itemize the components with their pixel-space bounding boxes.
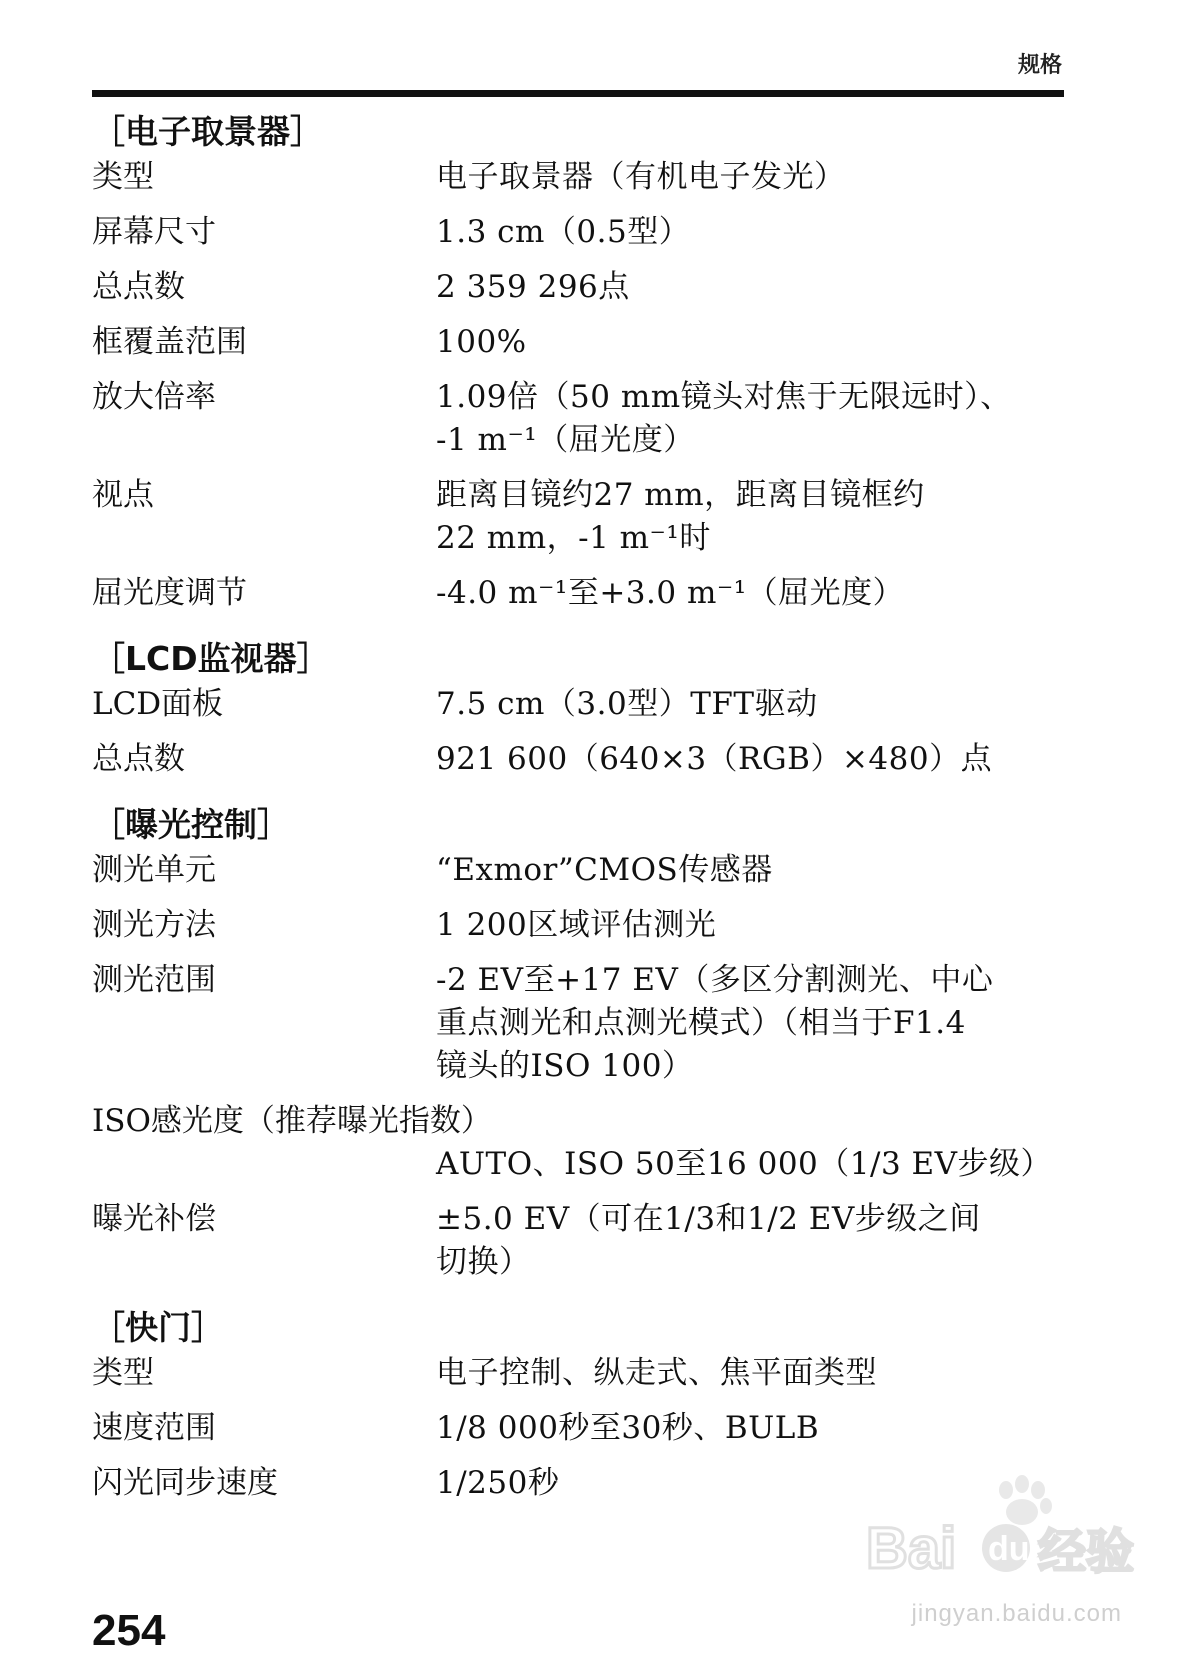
spec-value: “Exmor”CMOS传感器 (436, 852, 773, 888)
spec-row (92, 211, 1082, 254)
spec-value: AUTO、ISO 50至16 000（1/3 EV步级） (436, 1146, 1053, 1182)
spec-row (92, 738, 1082, 781)
spec-content (92, 108, 1082, 1505)
spec-row (92, 849, 1082, 892)
section-title: ［快门］ (92, 1308, 224, 1347)
svg-text:du: du (988, 1530, 1030, 1568)
spec-label: 测光单元 (92, 852, 216, 888)
spec-row (92, 321, 1082, 364)
svg-text:经验: 经验 (1038, 1524, 1135, 1580)
spec-row (92, 1198, 1082, 1284)
spec-value: 100% (436, 324, 527, 360)
spec-value: ±5.0 EV（可在1/3和1/2 EV步级之间 切换） (436, 1201, 981, 1280)
spec-row (92, 1100, 1082, 1186)
spec-row (92, 266, 1082, 309)
section-lcd-monitor (92, 635, 1082, 781)
spec-label: 曝光补偿 (92, 1201, 216, 1237)
spec-value: 1 200区域评估测光 (436, 907, 717, 943)
spec-row (92, 156, 1082, 199)
spec-row (92, 474, 1082, 560)
spec-label: 框覆盖范围 (92, 324, 247, 360)
running-header: 规格 (1017, 53, 1062, 78)
watermark-url: jingyan.baidu.com (911, 1600, 1122, 1627)
section-exposure-control (92, 801, 1082, 1284)
spec-row (92, 904, 1082, 947)
spec-label: LCD面板 (92, 686, 224, 722)
spec-label: 类型 (92, 1355, 154, 1391)
paw-icon (999, 1475, 1052, 1525)
spec-label: 总点数 (92, 269, 185, 305)
spec-label: 测光范围 (92, 962, 216, 998)
spec-label: 视点 (92, 477, 154, 513)
spec-value: 921 600（640×3（RGB）×480）点 (436, 741, 993, 777)
header-rule (92, 90, 1064, 97)
spec-label: 屏幕尺寸 (92, 214, 216, 250)
section-title: ［曝光控制］ (92, 805, 290, 844)
spec-row (92, 959, 1082, 1088)
spec-value: 电子控制、纵走式、焦平面类型 (436, 1355, 877, 1391)
page-number: 254 (92, 1606, 166, 1655)
spec-value: 1/8 000秒至30秒、BULB (436, 1410, 820, 1446)
spec-label: 测光方法 (92, 907, 216, 943)
spec-label: 屈光度调节 (92, 575, 247, 611)
spec-value: 1.09倍（50 mm镜头对焦于无限远时）、 -1 m⁻¹（屈光度） (436, 379, 1012, 458)
baidu-jingyan-watermark-logo (856, 1460, 1156, 1600)
section-electronic-viewfinder (92, 108, 1082, 615)
spec-row (92, 683, 1082, 726)
spec-value: 1/250秒 (436, 1465, 560, 1501)
spec-label: 闪光同步速度 (92, 1465, 278, 1501)
spec-label: 速度范围 (92, 1410, 216, 1446)
spec-label: 类型 (92, 159, 154, 195)
spec-row (92, 376, 1082, 462)
spec-value: 2 359 296点 (436, 269, 630, 305)
spec-value: 1.3 cm（0.5型） (436, 214, 691, 250)
spec-value: 距离目镜约27 mm，距离目镜框约 22 mm，-1 m⁻¹时 (436, 477, 925, 556)
spec-value: -2 EV至+17 EV（多区分割测光、中心 重点测光和点测光模式）（相当于F1.4 镜头的ISO 100） (436, 962, 994, 1084)
svg-text:Bai: Bai (866, 1516, 957, 1581)
section-title: ［电子取景器］ (92, 112, 323, 151)
spec-row (92, 1407, 1082, 1450)
spec-row (92, 572, 1082, 615)
spec-value: 7.5 cm（3.0型）TFT驱动 (436, 686, 818, 722)
section-title: ［LCD监视器］ (92, 639, 330, 678)
spec-row (92, 1352, 1082, 1395)
spec-label: ISO感光度（推荐曝光指数） (92, 1103, 492, 1139)
spec-value: 电子取景器（有机电子发光） (436, 159, 846, 195)
spec-label: 放大倍率 (92, 379, 216, 415)
spec-value: -4.0 m⁻¹至+3.0 m⁻¹（屈光度） (436, 575, 905, 611)
spec-label: 总点数 (92, 741, 185, 777)
